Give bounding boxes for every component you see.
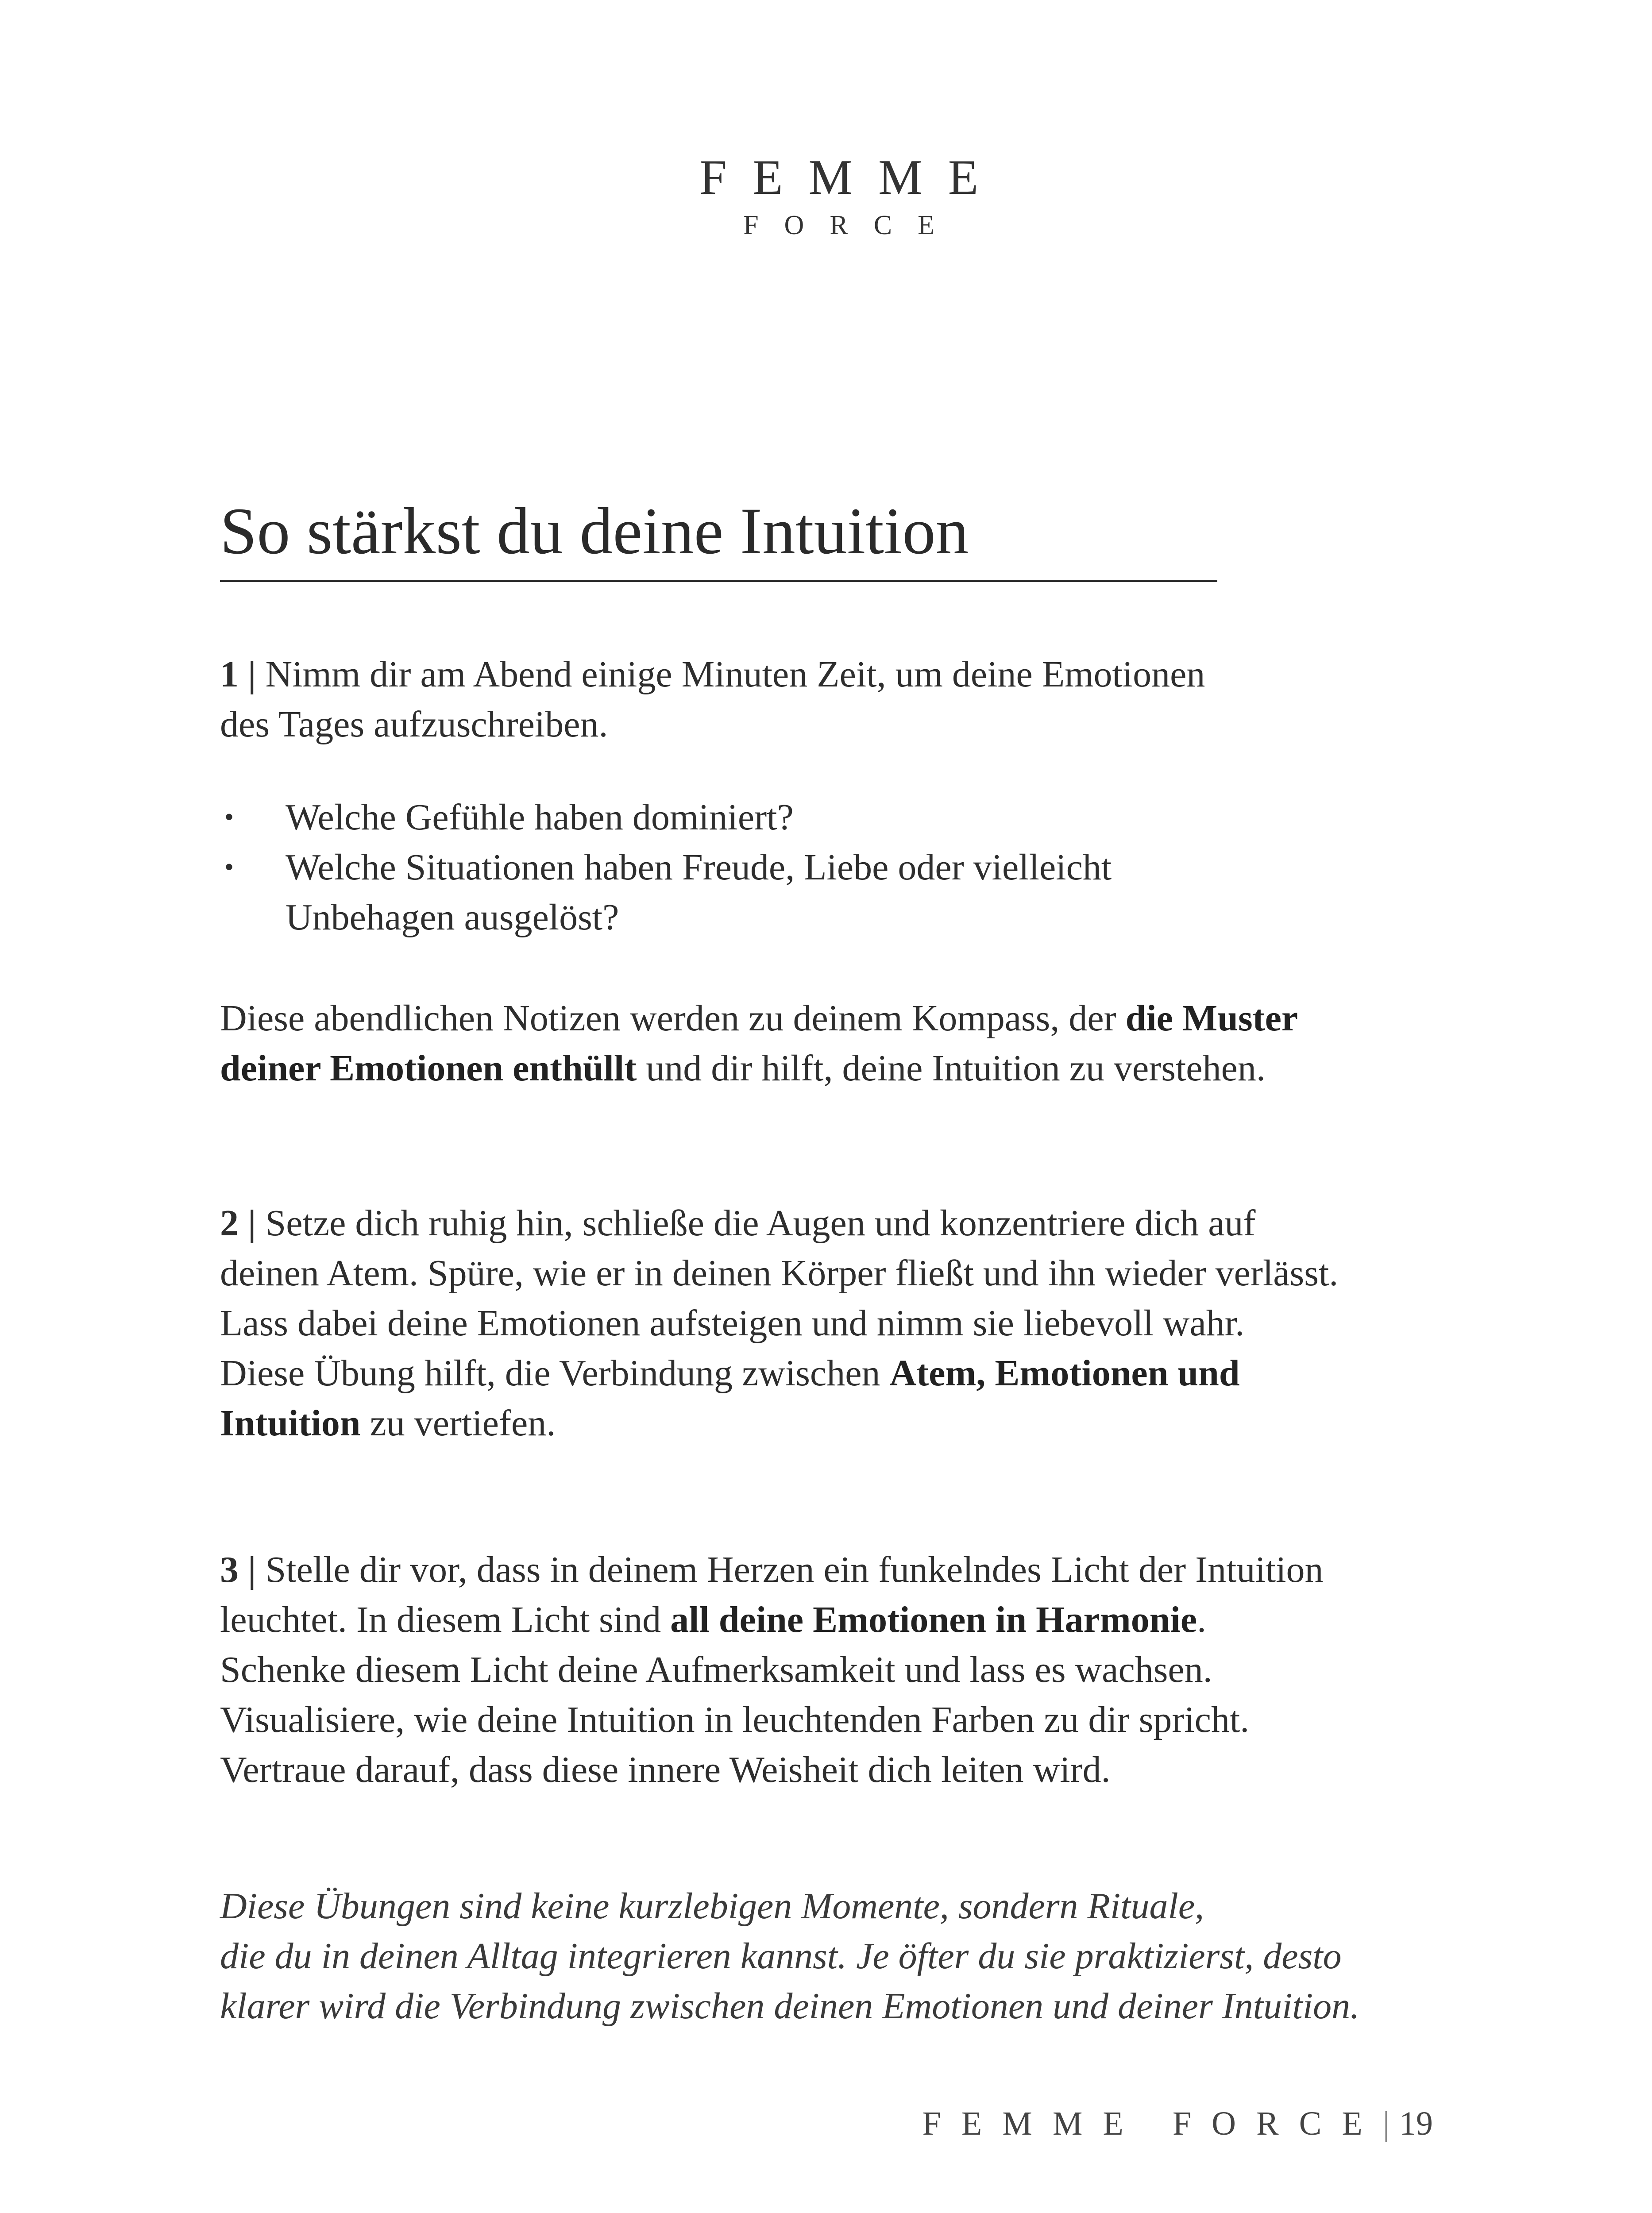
step-1-intro	[220, 649, 1205, 749]
step-2-paragraph	[220, 1198, 1338, 1448]
list-item	[220, 892, 1112, 942]
bullet-icon: •	[224, 852, 234, 882]
step-2-line-3: Lass dabei deine Emotionen aufsteigen und nimm sie liebevoll wahr.	[220, 1303, 1245, 1344]
closing-line-3: klarer wird die Verbindung zwischen deinen Emotionen und deiner Intuition.	[220, 1986, 1360, 2027]
closing-line-2: die du in deinen Alltag integrieren kannst. Je öfter du sie praktizierst, desto	[220, 1935, 1342, 1977]
closing-paragraph	[220, 1881, 1359, 2031]
step-3-number: 3 |	[220, 1549, 256, 1590]
bullet-text: Unbehagen ausgelöst?	[286, 897, 619, 938]
step-2-emphasis: Atem, Emotionen und	[889, 1353, 1240, 1394]
footer-brand: FEMME FORCE	[922, 2105, 1383, 2142]
logo-wordmark: FEMME	[699, 150, 1004, 205]
step-1-line-1: Nimm dir am Abend einige Minuten Zeit, um deine Emotionen	[256, 654, 1205, 695]
step-2-line-2: deinen Atem. Spüre, wie er in deinen Körper fließt und ihn wieder verlässt.	[220, 1253, 1339, 1294]
step-1-note	[220, 993, 1298, 1093]
step-3-line-2-end: .	[1197, 1599, 1207, 1640]
step-2-line-5: zu vertiefen.	[360, 1403, 556, 1444]
note-text: Diese abendlichen Notizen werden zu deinem Kompass, der	[220, 998, 1126, 1039]
step-1-line-2: des Tages aufzuschreiben.	[220, 704, 608, 745]
note-emphasis: die Muster	[1125, 998, 1298, 1039]
step-3-line-4: Visualisiere, wie deine Intuition in leuchtenden Farben zu dir spricht.	[220, 1699, 1250, 1740]
page-title: So stärkst du deine Intuition	[220, 494, 969, 568]
note-emphasis: deiner Emotionen enthüllt	[220, 1048, 637, 1089]
step-2-line-4: Diese Übung hilft, die Verbindung zwischen	[220, 1353, 890, 1394]
closing-line-1: Diese Übungen sind keine kurzlebigen Momente, sondern Rituale,	[220, 1885, 1204, 1927]
footer-separator: |	[1382, 2105, 1390, 2142]
logo-subtitle: FORCE	[743, 210, 960, 240]
list-item	[220, 792, 1112, 842]
step-3-line-1: Stelle dir vor, dass in deinem Herzen ein funkelndes Licht der Intuition	[256, 1549, 1324, 1590]
page-footer	[922, 2107, 1433, 2140]
step-3-emphasis: all deine Emotionen in Harmonie	[670, 1599, 1197, 1640]
step-1-number: 1 |	[220, 654, 256, 695]
bullet-text: Welche Gefühle haben dominiert?	[286, 797, 794, 838]
step-2-emphasis: Intuition	[220, 1403, 361, 1444]
title-underline	[220, 580, 1217, 582]
list-item	[220, 842, 1112, 892]
step-3-line-3: Schenke diesem Licht deine Aufmerksamkeit und lass es wachsen.	[220, 1649, 1212, 1690]
note-text: und dir hilft, deine Intuition zu verstehen.	[637, 1048, 1266, 1089]
bullet-icon: •	[224, 802, 234, 832]
bullet-text: Welche Situationen haben Freude, Liebe oder vielleicht	[286, 847, 1112, 888]
page-number: 19	[1399, 2105, 1433, 2142]
step-3-paragraph	[220, 1545, 1323, 1795]
step-2-number: 2 |	[220, 1203, 256, 1244]
step-2-line-1: Setze dich ruhig hin, schließe die Augen und konzentriere dich auf	[256, 1203, 1256, 1244]
step-3-line-2: leuchtet. In diesem Licht sind	[220, 1599, 671, 1640]
step-3-line-5: Vertraue darauf, dass diese innere Weisheit dich leiten wird.	[220, 1749, 1111, 1790]
step-1-bullet-list	[220, 792, 1112, 942]
